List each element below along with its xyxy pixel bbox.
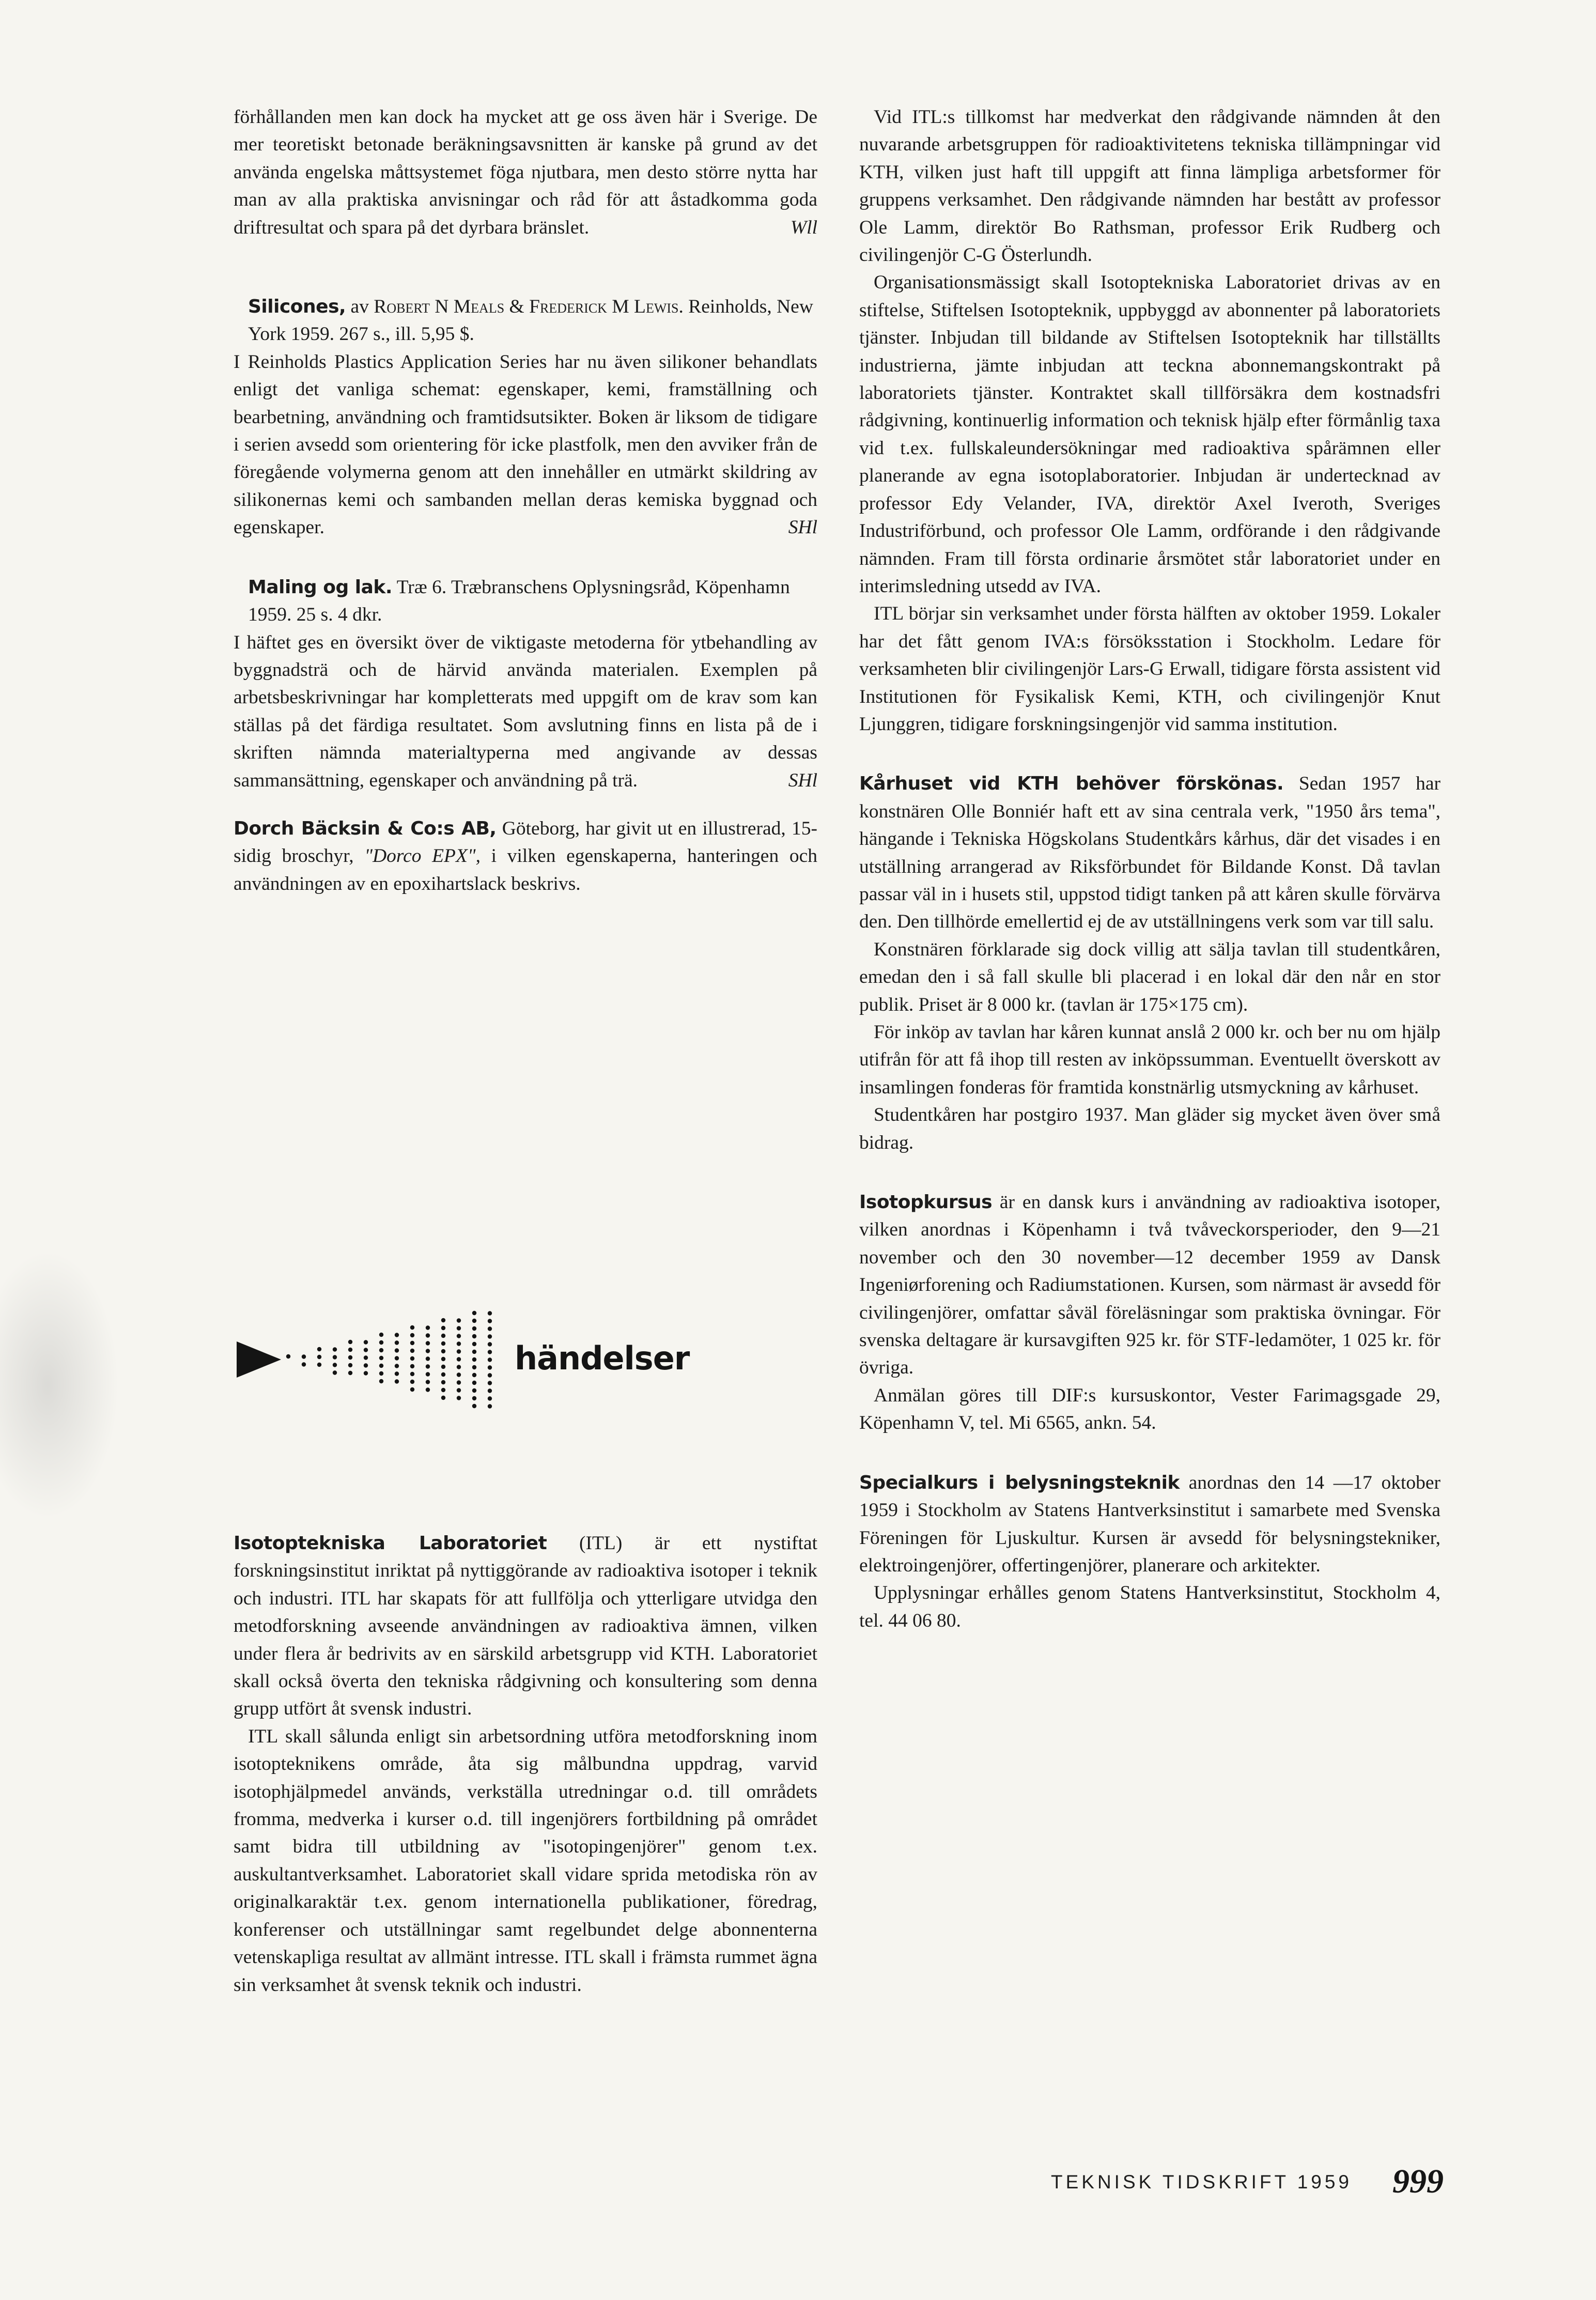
article-paragraph: Konstnären förklarade sig dock villig att sälja tavlan till studentkåren, emedan den i så fall skulle bli placerad i en lokal där den når en stor publik. Priset är 8 000 kr. (tavlan är 175×175 cm).: [859, 938, 1440, 1015]
article-paragraph: Anmälan göres till DIF:s kursuskontor, Vester Farimagsgade 29, Köpenhamn V, tel. Mi 6565, ankn. 54.: [859, 1384, 1440, 1434]
review-publisher: Træ 6. Træbranschens Oplysningsråd, Köpenhamn 1959. 25 s. 4 dkr.: [248, 576, 790, 626]
signature: SHl: [788, 517, 817, 538]
review-title: Silicones,: [248, 296, 346, 318]
notice-dorch: Dorch Bäcksin & Co:s AB, Göteborg, har givit ut en illustrerad, 15-sidig broschyr, "Dorco EPX", i vilken egenskaperna, hanteringen och användningen av en epoxihartslack beskrivs.: [234, 817, 817, 894]
notice-title: Dorch Bäcksin & Co:s AB,: [234, 817, 497, 839]
article-paragraph: Studentkåren har postgiro 1937. Man gläder sig mycket även över små bidrag.: [859, 1104, 1440, 1153]
left-column: [234, 103, 817, 898]
page-number: 999: [1392, 2163, 1444, 2200]
left-column-lower: [234, 1530, 817, 1999]
right-column: [859, 103, 1440, 1634]
journal-name: TEKNISK TIDSKRIFT 1959: [1051, 2171, 1353, 2193]
review-body: I Reinholds Plastics Application Series har nu även silikoner behandlats enligt det vanliga schemat: egenskaper, kemi, framställning och bearbetning, användning och framtidsutsikter. Boken är liksom de tidigare i serien avsedd som orientering för icke plastfolk, men den avviker från de föregående volymerna genom att den innehåller en utmärkt skildring av silikonernas kemi och sambanden mellan deras kemiska byggnad och egenskaper. SHl: [234, 348, 817, 542]
article-paragraph: Upplysningar erhålles genom Statens Hantverksinstitut, Stockholm 4, tel. 44 06 80.: [859, 1582, 1440, 1631]
events-title: händelser: [515, 1339, 690, 1377]
article-isotopkursus: Isotopkursus är en dansk kurs i användning av radioaktiva isotoper, vilken anordnas i Köpenhamn i två tvåveckorsperioder, den 9—21 november och den 30 november—12 december 1959 av Dansk Ingeniørforening och Radiumstationen. Kursen, som närmast är avsedd för civilingenjörer, omfattar såväl föreläsningar som praktiska övningar. För svenska deltagare är kursavgiften 925 kr. för STF-ledamöter, 1 025 kr. för övriga.: [859, 1192, 1441, 1379]
signature: SHl: [788, 769, 817, 791]
review-heading-silicones: Silicones, av Robert N Meals & Frederick M Lewis. Reinholds, New York 1959. 267 s., ill. 5,95 $.: [248, 296, 813, 345]
article-paragraph: ITL skall sålunda enligt sin arbetsordning utföra metodforskning inom isotopteknikens område, åta sig målbundna uppdrag, varvid isotophjälpmedel används, verkställa utredningar o.d. till områdets fromma, medverka i kurser o.d. till ingenjörers fortbildning på området samt bidra till utbildning av "isotopingenjörer" genom t.ex. auskultantverksamhet. Laboratoriet skall vidare sprida metodiska rön av originalkaraktär t.ex. genom internationella publikationer, föredrag, konferenser och utställningar samt regelbundet delge abonnenterna vetenskapliga resultat av allmänt intresse. ITL skall i främsta rummet ägna sin verksamhet åt svensk teknik och industri.: [234, 1725, 817, 1996]
arrow-dots-icon: [237, 1306, 505, 1410]
review-continuation: förhållanden men kan dock ha mycket att ge oss även här i Sverige. De mer teoretiskt betonade beräkningsavsnitten är kanske på grund av det använda engelska måttsystemet föga njutbara, men desto större nytta har man av alla praktiska anvisningar och råd för att åstadkomma goda driftresultat och spara på det dyrbara bränslet. Wll: [234, 103, 817, 241]
article-title: Kårhuset vid KTH behöver förskönas.: [859, 773, 1284, 795]
scan-smudge: [0, 1251, 119, 1519]
review-heading-maling: [234, 574, 817, 629]
events-section-header: [237, 1306, 820, 1410]
article-title: Isotopkursus: [859, 1192, 993, 1213]
review-title: Maling og lak.: [248, 576, 393, 598]
page-footer: [1051, 2162, 1444, 2203]
article-title: Specialkurs i belysningsteknik: [859, 1472, 1180, 1493]
review-authors: Robert N Meals & Frederick M Lewis.: [374, 296, 684, 318]
review-body: I häftet ges en översikt över de viktigaste metoderna för ytbehandling av byggnadsträ och de härvid använda materialen. Exemplen på arbetsbeskrivningar har kompletterats med uppgift om de krav som kan ställas på det färdiga resultatet. Som avslutning finns en lista på de i skriften nämnda materialtyperna med angivande av dessas sammansättning, egenskaper och användning på trä. SHl: [234, 629, 817, 794]
article-karhuset: Kårhuset vid KTH behöver förskönas. Sedan 1957 har konstnären Olle Bonniér haft ett av sina centrala verk, "1950 års tema", hängande i Tekniska Högskolans Studentkårs kårhus, där det visades i en utställning arrangerad av Riksförbundet för Bildande Konst. Då tavlan passar väl in i husets stil, uppstod tidigt tanken på att kåren skulle förvärva den. Den tillhörde emellertid ej de av utställningens verk som var till salu.: [859, 773, 1440, 933]
article-paragraph: Vid ITL:s tillkomst har medverkat den rådgivande nämnden åt den nuvarande arbetsgruppen för radioaktivitetens tekniska tillämpningar vid KTH, vilken just haft till uppgift att finna lämpliga arbetsformer för gruppens verksamhet. Den rådgivande nämnden har bestått av professor Ole Lamm, direktör Bo Rathsman, professor Erik Rudberg och civilingenjör C-G Österlundh.: [859, 106, 1440, 266]
article-paragraph: ITL börjar sin verksamhet under första hälften av oktober 1959. Lokaler har det fått genom IVA:s försöksstation i Stockholm. Ledare för verksamheten blir civilingenjör Lars-G Erwall, tidigare första assistent vid Institutionen för Fysikalisk Kemi, KTH, och civilingenjör Knut Ljunggren, tidigare forskningsingenjör vid samma institution.: [859, 603, 1440, 735]
article-paragraph: För inköp av tavlan har kåren kunnat anslå 2 000 kr. och ber nu om hjälp utifrån för att få ihop till resten av inköpssumman. Eventuellt överskott av insamlingen fonderas för framtida konstnärlig utsmyckning av kårhuset.: [859, 1022, 1440, 1098]
article-paragraph: Organisationsmässigt skall Isotoptekniska Laboratoriet drivas av en stiftelse, Stiftelsen Isotopteknik, uppbyggd av abonnenter på laboratoriets tjänster. Inbjudan till bildande av Stiftelsen Isotopteknik har tillställts industrierna, jämte inbjudan att teckna abonnemangskontrakt på laboratoriets tjänster. Kontraktet skall tillförsäkra dem kostnadsfri rådgivning, kontinuerlig information och teknisk hjälp efter förmånlig taxa vid t.ex. fullskaleundersökningar med radioaktiva spårämnen eller planerande av egna isotoplaboratorier. Inbjudan är undertecknad av professor Edy Velander, IVA, direktör Axel Iveroth, Sveriges Industriförbund, och professor Ole Lamm, ordförande i den rådgivande nämnden. Fram till första ordinarie årsmötet står laboratoriet under en interimsledning utsedd av IVA.: [859, 272, 1440, 597]
review-publisher: Reinholds, New York 1959. 267 s., ill. 5,95 $.: [248, 296, 813, 345]
article-itl: Isotoptekniska Laboratoriet (ITL) är ett nystiftat forskningsinstitut inriktat på nyttiggörande av radioaktiva isotoper i teknik och industri. ITL har skapats för att fullfölja och ytterligare utvidga den metodforskning avseende användningen av radioaktiva ämnen, vilken under flera år bedrivits av en särskild arbetsgrupp vid KTH. Laboratoriet skall också överta den tekniska rådgivning och konsultering som denna grupp utfört åt svensk industri.: [234, 1533, 818, 1720]
article-specialkurs: Specialkurs i belysningsteknik anordnas den 14 —17 oktober 1959 i Stockholm av Statens Hantverksinstitut i samarbete med Svenska Föreningen för Ljuskultur. Kursen är avsedd för belysningstekniker, elektroingenjörer, offertingenjörer, planerare och arkitekter.: [859, 1472, 1441, 1576]
signature: Wll: [790, 217, 817, 238]
article-title: Isotoptekniska Laboratoriet: [234, 1533, 547, 1554]
